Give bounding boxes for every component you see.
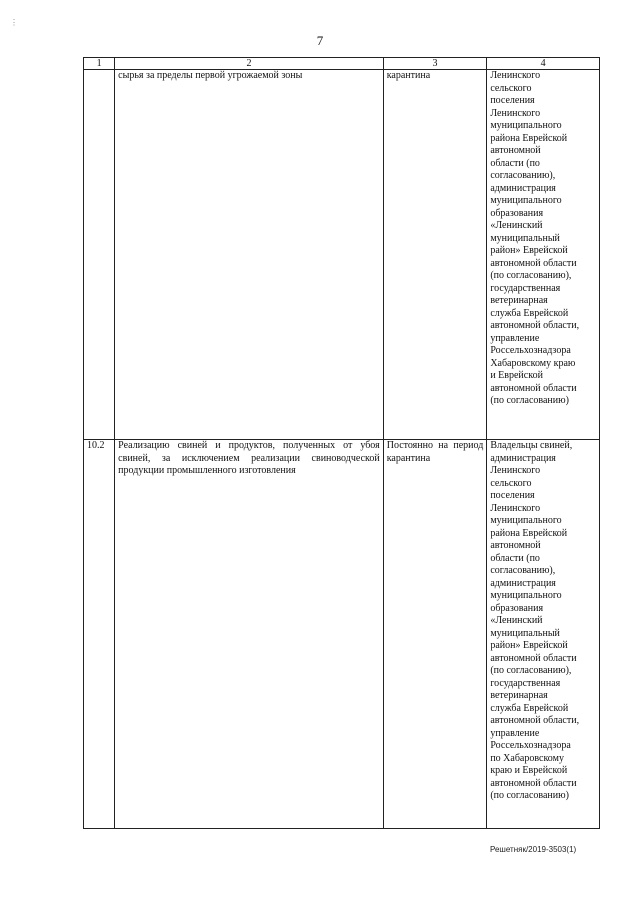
responsible-line: района Еврейской <box>490 527 568 539</box>
responsible-line: ветеринарная <box>490 295 548 306</box>
responsible-line: автономной области <box>490 257 577 269</box>
term-cell: карантина <box>383 70 487 440</box>
responsible-line: муниципального <box>490 590 562 601</box>
document-code-footer: Решетняк/2019-3503(1) <box>490 845 577 854</box>
responsible-line: «Ленинский <box>490 615 543 626</box>
table-header-row <box>84 58 600 70</box>
responsible-line: Ленинского <box>490 465 541 476</box>
responsible-line: служба Еврейской <box>490 307 569 319</box>
responsible-line: поселения <box>490 95 535 106</box>
responsible-line: муниципального <box>490 120 562 131</box>
responsible-line: (по согласованию) <box>490 790 569 801</box>
responsible-line: район» Еврейской <box>490 245 568 256</box>
responsible-line: области (по <box>490 552 540 564</box>
measure-cell: Реализацию свиней и продуктов, полученных от убоя свиней, за исключением реализации свиноводческой продукции промышленного изготовления <box>115 440 384 829</box>
table-row <box>84 70 600 440</box>
measures-table <box>83 57 600 829</box>
scan-artifact-mark: ⋮ <box>10 18 18 27</box>
responsible-cell <box>487 70 600 440</box>
responsible-line: служба Еврейской <box>490 702 569 714</box>
responsible-line: администрация <box>490 452 556 464</box>
responsible-line: сельского <box>490 82 532 94</box>
responsible-line: автономной области <box>490 777 577 789</box>
column-header-2: 2 <box>115 58 384 70</box>
responsible-line: Ленинского <box>490 107 541 119</box>
responsible-line: автономной <box>490 540 541 551</box>
responsible-line: ветеринарная <box>490 690 548 701</box>
responsible-line: муниципальный <box>490 232 560 244</box>
responsible-line: управление <box>490 332 540 344</box>
column-header-4: 4 <box>487 58 600 70</box>
responsible-line: автономной области <box>490 382 577 394</box>
measure-cell: сырья за пределы первой угрожаемой зоны <box>115 70 384 440</box>
responsible-line: (по согласованию), <box>490 270 572 281</box>
responsible-line: краю и Еврейской <box>490 765 568 776</box>
responsible-line: администрация <box>490 182 556 194</box>
responsible-line: поселения <box>490 490 535 501</box>
responsible-line: муниципальный <box>490 627 560 639</box>
responsible-line: государственная <box>490 282 561 294</box>
responsible-line: (по согласованию) <box>490 395 569 406</box>
responsible-line: (по согласованию), <box>490 665 572 676</box>
responsible-line: автономной области <box>490 652 577 664</box>
responsible-line: «Ленинский <box>490 220 543 231</box>
responsible-line: Россельхознадзора <box>490 345 571 356</box>
responsible-line: Ленинского <box>490 502 541 514</box>
responsible-line: управление <box>490 727 540 739</box>
responsible-line: район» Еврейской <box>490 640 568 651</box>
responsible-line: администрация <box>490 577 556 589</box>
responsible-line: и Еврейской <box>490 370 543 381</box>
responsible-line: автономной области, <box>490 715 580 726</box>
responsible-line: района Еврейской <box>490 132 568 144</box>
responsible-line: автономной <box>490 145 541 156</box>
responsible-line: области (по <box>490 157 540 169</box>
responsible-line: по Хабаровскому <box>490 752 564 764</box>
responsible-line: сельского <box>490 477 532 489</box>
responsible-line: образования <box>490 207 544 219</box>
responsible-line: Владельцы свиней, <box>490 440 573 451</box>
page-number: 7 <box>316 33 324 48</box>
responsible-line: образования <box>490 602 544 614</box>
responsible-line: Ленинского <box>490 70 541 81</box>
term-cell: Постоянно на период карантина <box>383 440 487 829</box>
row-number-cell: 10.2 <box>84 440 115 829</box>
column-header-1: 1 <box>84 58 115 70</box>
responsible-line: государственная <box>490 677 561 689</box>
responsible-line: муниципального <box>490 515 562 526</box>
responsible-line: муниципального <box>490 195 562 206</box>
responsible-line: автономной области, <box>490 320 580 331</box>
responsible-cell <box>487 440 600 829</box>
row-number-cell <box>84 70 115 440</box>
table-row <box>84 440 600 829</box>
responsible-line: Хабаровскому краю <box>490 357 576 369</box>
responsible-line: Россельхознадзора <box>490 740 571 751</box>
responsible-line: согласованию), <box>490 565 556 576</box>
column-header-3: 3 <box>383 58 487 70</box>
responsible-line: согласованию), <box>490 170 556 181</box>
